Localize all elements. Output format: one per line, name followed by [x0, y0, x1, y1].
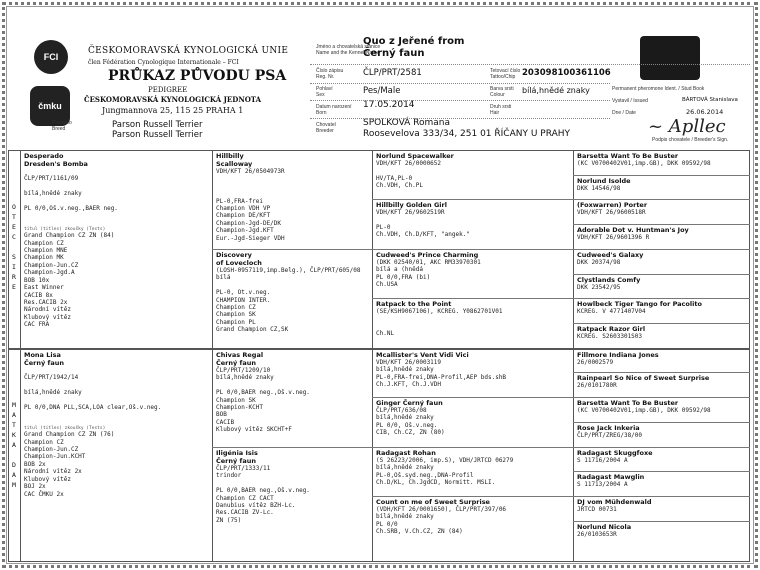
tattoo-value: 203098100361106 — [522, 68, 611, 78]
data-line: BOB — [216, 411, 227, 419]
dog-name-line: Hillbilly — [216, 152, 244, 160]
data-line: bílá,hnědé znaky — [376, 414, 434, 422]
data-line: Champion-Jun.CZ — [24, 446, 79, 454]
data-line: ČLP/PRT/1942/14 — [24, 374, 79, 382]
data-line: VDH/KFT 26/9601396 R — [577, 234, 650, 241]
side-letter — [10, 242, 18, 252]
dog-kennel-line: of Lovecloch — [216, 259, 262, 267]
dam-side-label — [10, 400, 18, 490]
data-line: PL 0/0,FRA (bi) — [376, 273, 431, 281]
great-grandparent-cell — [577, 251, 747, 266]
dog-name-line: Norlund Nicola — [577, 523, 632, 531]
data-line — [216, 480, 370, 487]
great-grandparent-cell — [577, 424, 747, 439]
data-line: Ch.SRB, V.Ch.CZ, ZN (84) — [376, 528, 463, 536]
great-grandparent-cell — [577, 152, 747, 167]
titles-tests-label: titul (titles) zkoušky (Tests) — [24, 426, 106, 432]
data-line — [376, 323, 571, 330]
data-line: Ch.NL — [376, 330, 395, 338]
data-line: VDH/KFT 26/0003119 — [376, 359, 442, 366]
data-line — [216, 175, 370, 182]
data-line: ZN (75) — [216, 516, 242, 524]
side-letter: R — [12, 273, 16, 281]
data-line: S 11713/2004 A — [577, 481, 628, 488]
data-line: Grand Champion CZ ZN (76) — [24, 431, 115, 439]
data-line: CACIB — [216, 418, 235, 426]
data-line: Champion MK — [24, 254, 64, 262]
data-line: BOB 2x — [24, 460, 46, 468]
data-line: (LOSH-0957119,imp.Belg.), ČLP/PRT/605/08 — [216, 267, 361, 274]
dog-name-line: Ratpack Razor Girl — [577, 325, 646, 333]
dog-name-line: Cudweed's Prince Charming — [376, 251, 479, 259]
data-line: PL-0,Oš.syd.neg.,DNA-Profil — [376, 471, 474, 479]
dob-label: Datum narození Born — [316, 104, 352, 116]
side-letter: K — [12, 431, 16, 439]
grandparent-cell — [376, 251, 571, 289]
data-line — [376, 216, 571, 223]
data-line: bílá,hnědé znaky — [376, 366, 434, 374]
data-line: CAC ČMKU 2x — [24, 490, 64, 498]
data-line: Champion PL — [216, 318, 256, 326]
data-line: VDH/KFT 26/9602519R — [376, 209, 445, 216]
dog-kennel-line: Dresden's Bomba — [24, 160, 88, 168]
dog-name-line: Radagast Mawglin — [577, 473, 645, 481]
data-line: Champion CZ — [24, 438, 64, 446]
data-line: bílá a (hnědá — [376, 266, 423, 274]
breed-value: Parson Russell Terrier Parson Russell Terrier — [112, 120, 203, 140]
data-line: Ch.VDH, Ch.D/KFT, "angek." — [376, 231, 470, 239]
data-line: Champion-Jgd.A — [24, 269, 75, 277]
data-line — [376, 167, 571, 174]
data-line: Klubový vítěz — [24, 313, 71, 321]
official-stamp — [640, 36, 700, 80]
data-line: ČLP/PRT/ZREG/38/00 — [577, 432, 643, 439]
data-line: Grand Champion CZ,SK — [216, 326, 289, 334]
sire-dam-cell — [216, 251, 370, 334]
dog-kennel-line: Černý faun — [216, 457, 256, 465]
data-line: bílá,hnědé znaky — [376, 464, 434, 472]
data-line: bílá — [216, 274, 231, 282]
dog-name-line: Rainpearl So Nice of Sweet Surprise — [577, 374, 710, 382]
great-grandparent-cell — [577, 523, 747, 538]
sex-value: Pes/Male — [363, 86, 401, 96]
data-line: PL 0/0,DNA PLL,SCA,LOA clear,Oš.v.neg. — [24, 404, 162, 412]
great-grandparent-cell — [577, 300, 747, 315]
data-line: CAC FRA — [24, 321, 50, 329]
grandparent-cell — [376, 399, 571, 437]
breeder-label: Chovatel Breeder — [316, 122, 336, 134]
side-letter: I — [12, 263, 16, 271]
dog-name-line: Mona Lisa — [24, 351, 61, 359]
data-line: PL-0 — [376, 223, 391, 231]
dog-name-line: Ginger Černý faun — [376, 399, 443, 407]
grandparent-cell — [376, 498, 571, 536]
reg-value: ČLP/PRT/2581 — [363, 68, 422, 78]
dog-name-line: Cudweed's Galaxy — [577, 251, 644, 259]
data-line: Champion CZ — [24, 239, 64, 247]
data-line: Champion SK — [216, 311, 256, 319]
sire-side-label — [10, 202, 18, 292]
side-letter: T — [12, 213, 16, 221]
dog-name-label: Jméno a chovatelská stanice Name and the Kennel Name — [316, 44, 381, 56]
data-line: Champion-Jgd-DE/DK — [216, 219, 282, 227]
data-line: VDH/KFT 26/9600518R — [577, 209, 646, 216]
dog-name-line: Barsetta Want To Be Buster — [577, 152, 679, 160]
pedigree-table — [8, 150, 750, 562]
data-line: (SE/KSH9067106), KCREG. Y0862701V01 — [376, 308, 503, 315]
data-line: Champion CZ — [216, 304, 256, 312]
side-letter: S — [12, 253, 16, 261]
data-line: Klubový vítěz — [24, 475, 71, 483]
grandparent-cell — [376, 449, 571, 487]
dog-name-line: Radagast Rohan — [376, 449, 436, 457]
issued-value: BÁRTOVÁ Stanislava — [682, 97, 738, 103]
dam-sire-cell — [216, 351, 370, 434]
data-line: East Winner — [24, 284, 64, 292]
data-line: Champion-Jun.KCHT — [24, 453, 86, 461]
breeder-signature: ~ Apllec — [648, 116, 726, 137]
sire-cell — [24, 152, 210, 329]
data-line: Grand Champion CZ ZN (84) — [24, 232, 115, 240]
great-grandparent-cell — [577, 498, 747, 513]
side-letter: E — [12, 283, 16, 291]
dog-name-line: DJ vom Mühdenwald — [577, 498, 652, 506]
data-line: Národní vítěz — [24, 306, 71, 314]
data-line: Champion VDH VP — [216, 205, 271, 213]
dog-name: Quo z Jeřené from Černý faun — [363, 36, 465, 59]
data-line: ČLP/PRT/1161/09 — [24, 175, 79, 183]
data-line: VDH/KFT 26/0504973R — [216, 168, 285, 175]
dam-dam-cell — [216, 449, 370, 524]
data-line: HV/TA,PL-0 — [376, 174, 413, 182]
data-line: Champion-Jun.CZ — [24, 261, 79, 269]
breed-label: Plemeno Breed — [52, 120, 72, 132]
data-line: Ch.USA — [376, 281, 398, 289]
dog-name-line: Radagast Skuggfoxe — [577, 449, 653, 457]
data-line: PL 0/0 — [376, 520, 398, 528]
data-line: (S 26223/2006, imp.S), VDH/JRTCD 06279 — [376, 457, 514, 464]
titles-tests-label: titul (titles) zkoušky (Tests) — [24, 227, 106, 233]
grandparent-cell — [376, 152, 571, 190]
sire-sire-cell — [216, 152, 370, 242]
data-line: KCREG. S2603301S03 — [577, 333, 643, 340]
data-line: Ch.J.KFT, Ch.J.VDH — [376, 381, 442, 389]
data-line: (KC V0700402V01,imp.GB), DKK 09592/98 — [577, 407, 711, 414]
data-line: 26/0101780R — [577, 382, 617, 389]
reg-label: Číslo zápisu Reg. Nr. — [316, 68, 344, 80]
data-line: BOJ 2x — [24, 483, 46, 491]
great-grandparent-cell — [577, 201, 747, 216]
dog-name-line: (Foxwarren) Porter — [577, 201, 648, 209]
dog-name-line: Clystlands Comfy — [577, 276, 641, 284]
side-letter: C — [12, 233, 16, 241]
dog-name-line: Mcallister's Vent Vidi Vici — [376, 351, 469, 359]
data-line: PL 0/0,BAER neg.,Oš.v.neg. — [216, 389, 310, 397]
data-line: Klubový vítěz SKCHT+F — [216, 426, 292, 434]
side-letter: A — [12, 471, 16, 479]
org-name: ČESKOMORAVSKÁ KYNOLOGICKÁ UNIE — [88, 46, 289, 56]
doc-subtitle: PEDIGREE — [148, 86, 188, 94]
grandparent-cell — [376, 201, 571, 239]
data-line: VDH/KFT 26/0000652 — [376, 160, 442, 167]
data-line: DKK 14546/98 — [577, 185, 621, 192]
dog-name-line: Norlund Isolde — [577, 177, 631, 185]
data-line: CHAMPION INTER. — [216, 296, 271, 304]
org-sub: člen Fédération Cynologique Internationale – FCI — [88, 59, 239, 66]
side-letter — [10, 450, 18, 460]
doc-title: PRŮKAZ PŮVODU PSA — [108, 68, 287, 84]
side-letter: A — [12, 411, 16, 419]
great-grandparent-cell — [577, 351, 747, 366]
data-line: Eur.-Jgd-Sieger VDH — [216, 234, 285, 242]
data-line: 26/0103653R — [577, 531, 617, 538]
data-line — [216, 183, 370, 190]
data-line: PL 0/0, Oš.v.neg. — [376, 421, 438, 429]
data-line: DKK 23542/95 — [577, 284, 621, 291]
dog-name-line: Iligénia Isis — [216, 449, 258, 457]
dog-kennel-line: Černý faun — [24, 359, 64, 367]
data-line: bílá,hnědé znaky — [216, 374, 274, 382]
breeder-value: SPOLKOVÁ Romana Roosevelova 333/34, 251 01 ŘÍČANY U PRAHY — [363, 118, 571, 139]
dog-name-line: Chivas Regal — [216, 351, 264, 359]
data-line: PL 0/0,Oš.v.neg.,BAER neg. — [24, 205, 118, 213]
data-line: Res.CACIB ZV-Lc. — [216, 509, 274, 517]
data-line — [24, 168, 210, 175]
date-value: 26.06.2014 — [686, 108, 724, 116]
signature-label: Podpis chovatele / Breeder's Sign. — [652, 137, 729, 143]
data-line: BOB 10x — [24, 276, 50, 284]
dog-kennel-line: Černý faun — [216, 359, 256, 367]
dog-name-line: Fillmore Indiana Jones — [577, 351, 659, 359]
data-line — [376, 315, 571, 322]
side-letter: T — [12, 421, 16, 429]
great-grandparent-cell — [577, 276, 747, 291]
data-line: bílá,hnědé znaky — [24, 190, 82, 198]
dog-name-line: Adorable Dot v. Huntman's Joy — [577, 226, 689, 234]
data-line: Res.CACIB 2x — [24, 298, 68, 306]
data-line: PL-0,FRA-frei — [216, 197, 263, 205]
data-line: Danubius vítěz BZH-Lc. — [216, 502, 296, 510]
dog-name-line: Barsetta Want To Be Buster — [577, 399, 679, 407]
data-line: Champion SK — [216, 396, 256, 404]
data-line: Champion CZ CACT — [216, 494, 274, 502]
org-address: Jungmannova 25, 115 25 PRAHA 1 — [102, 106, 244, 115]
data-line: 26/0002579 — [577, 359, 614, 366]
data-line: PL 0/0,BAER neg.,Oš.v.neg. — [216, 487, 310, 495]
data-line: Champion-KCHT — [216, 404, 263, 412]
data-line: Champion-Jgd.KFT — [216, 227, 274, 235]
grandparent-cell — [376, 300, 571, 338]
dog-name-line: Norlund Spacewalker — [376, 152, 454, 160]
data-line — [24, 212, 210, 219]
data-line: JRTCD 00731 — [577, 506, 617, 513]
dog-name-line: Count on me of Sweet Surprise — [376, 498, 490, 506]
dog-name-line: Discovery — [216, 251, 252, 259]
data-line — [216, 382, 370, 389]
data-line: S 11716/2004 A — [577, 457, 628, 464]
dog-kennel-line: Scalloway — [216, 160, 253, 168]
data-line: (DKK 02540/01, AKC RM33970301 — [376, 259, 481, 266]
great-grandparent-cell — [577, 226, 747, 241]
data-line — [216, 190, 370, 197]
data-line — [24, 198, 210, 205]
data-line — [24, 397, 210, 404]
dog-name-line: Ratpack to the Point — [376, 300, 452, 308]
data-line: CACIB 8x — [24, 291, 53, 299]
data-line: Champion DE/KFT — [216, 212, 271, 220]
data-line — [216, 282, 370, 289]
dam-cell — [24, 351, 210, 498]
data-line: (KC V0700402V01,imp.GB), DKK 09592/98 — [577, 160, 711, 167]
great-grandparent-cell — [577, 449, 747, 464]
perm-label: Permanent pheromone Ident. / Stud Book — [612, 86, 705, 92]
data-line: bílá,hnědé znaky — [24, 389, 82, 397]
data-line: ČLP/PRT/1333/11 — [216, 465, 271, 472]
data-line: Ch.VDH, Ch.PL — [376, 182, 423, 190]
tattoo-label: Tetovací číslo Tattoo/Chip — [490, 68, 521, 80]
side-letter: M — [12, 481, 16, 489]
great-grandparent-cell — [577, 177, 747, 192]
dog-name-line: Desperado — [24, 152, 64, 160]
data-line: ČLP/PRT/636/08 — [376, 407, 427, 414]
org-name-2: ČESKOMORAVSKÁ KYNOLOGICKÁ JEDNOTA — [84, 95, 262, 104]
fci-logo: FCI — [34, 40, 68, 74]
data-line — [24, 183, 210, 190]
side-letter: E — [12, 223, 16, 231]
data-line — [24, 367, 210, 374]
great-grandparent-cell — [577, 473, 747, 488]
cmku-logo: čmku — [30, 86, 70, 126]
data-line: KCREG. V 4771407V04 — [577, 308, 646, 315]
data-line: PL-0, Ot.v.neg. — [216, 289, 271, 297]
dog-name-line: Howlbeck Tiger Tango for Pacolito — [577, 300, 702, 308]
data-line: bílá,hnědé znaky — [376, 513, 434, 521]
side-letter: A — [12, 441, 16, 449]
colour-value: bílá,hnědé znaky — [522, 86, 590, 95]
side-letter: D — [12, 461, 16, 469]
hair-label: Druh srsti Hair — [490, 104, 512, 116]
great-grandparent-cell — [577, 374, 747, 389]
data-line: CIB, Ch.CZ, ZN (80) — [376, 429, 445, 437]
colour-label: Barva srsti Colour — [490, 86, 514, 98]
data-line: Národní vítěz 2x — [24, 468, 82, 476]
dob-value: 17.05.2014 — [363, 100, 415, 110]
great-grandparent-cell — [577, 325, 747, 340]
data-line: PL-0,FRA-frei,DNA-Profil,AEP bds.shB — [376, 373, 507, 381]
side-letter: O — [12, 203, 16, 211]
data-line — [24, 382, 210, 389]
data-line: DKK 20374/98 — [577, 259, 621, 266]
sex-label: Pohlaví Sex — [316, 86, 333, 98]
date-label: Dne / Date — [612, 110, 636, 116]
great-grandparent-cell — [577, 399, 747, 414]
issued-label: Vystavil / Issued — [612, 98, 648, 104]
side-letter: M — [12, 401, 16, 409]
dog-name-line: Hillbilly Golden Girl — [376, 201, 447, 209]
data-line: (VDH/KFT 26/0001650), ČLP/PRT/397/06 — [376, 506, 507, 513]
data-line: Ch.D/KL, Ch.JgdCD, Normitt. MSLI. — [376, 479, 496, 487]
data-line: trindor — [216, 472, 242, 480]
dog-name-line: Rose Jack Inkeria — [577, 424, 640, 432]
data-line — [24, 411, 210, 418]
data-line: Champion MNE — [24, 247, 68, 255]
grandparent-cell — [376, 351, 571, 389]
data-line: ČLP/PRT/1209/10 — [216, 367, 271, 374]
